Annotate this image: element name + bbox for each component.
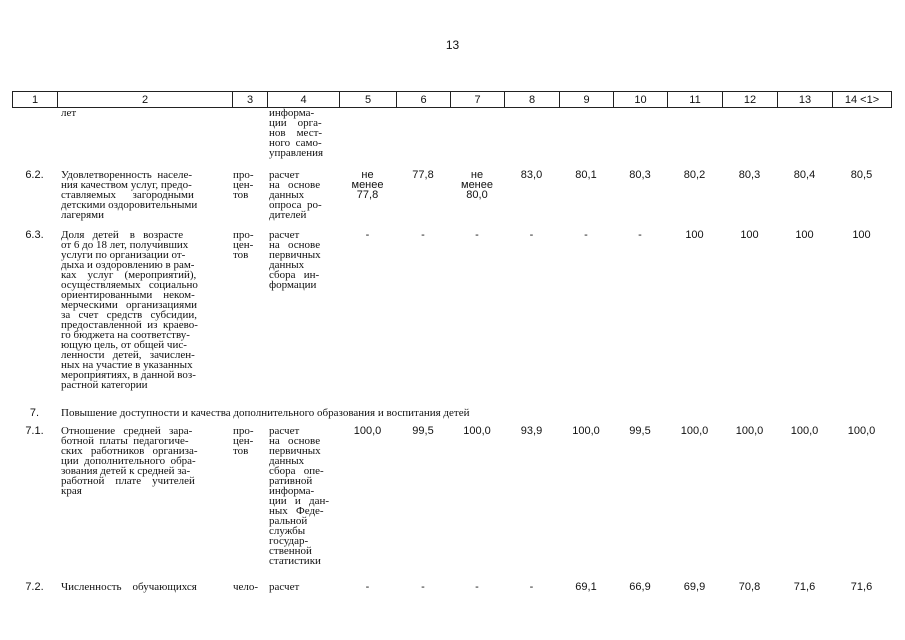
value-cell: 83,0 (520, 169, 543, 181)
header-cell: 1 (13, 92, 58, 108)
value-cell: 100,0 (572, 425, 600, 437)
continuation-method: информа- ции орга- нов мест- ного само- управления (269, 107, 324, 159)
value-cell: 69,9 (683, 581, 706, 593)
calc-method: расчет на основе первичных данных сбора ин- формации (269, 229, 321, 291)
section-number: 7. (29, 407, 40, 419)
value-cell: - (365, 581, 370, 593)
unit: про- цен- тов (233, 229, 254, 261)
calc-method: расчет на основе данных опроса ро- дителей (269, 169, 322, 221)
unit: про- цен- тов (233, 169, 254, 201)
header-cell: 2 (58, 92, 233, 108)
value-cell: 100 (852, 229, 871, 241)
value-cell: 80,3 (738, 169, 761, 181)
value-cell: не менее 80,0 (461, 169, 493, 201)
value-cell: 80,4 (793, 169, 816, 181)
header-cell: 3 (233, 92, 268, 108)
header-cell: 13 (778, 92, 833, 108)
header-cell: 9 (560, 92, 614, 108)
value-cell: 100,0 (735, 425, 764, 437)
table-header (12, 91, 892, 108)
value-cell: не менее 77,8 (351, 169, 384, 201)
indicator-name: Доля детей в возрасте от 6 до 18 лет, получивших услуги по организации от- дыха и оздоровлению в рам- ках услуг (мероприятий), осуществляемых социально ориентированными неком- мерческими организациями за счет средств субсидии, предоставленной из краево- го бюджета на соответству- ющую цель, от общей чис- ленности детей, зачислен- ных на участие в указанных мероприятиях, в данной воз- растной категории (61, 229, 198, 391)
row-number: 6.2. (25, 169, 44, 181)
indicator-name: Отношение средней зара- ботной платы педагогиче- ских работников организа- ции дополнительного обра- зования детей к средней за- работной плате учителей края (61, 425, 198, 497)
row-number: 7.1. (25, 425, 44, 437)
value-cell: 100,0 (790, 425, 819, 437)
row-number: 6.3. (25, 229, 44, 241)
value-cell: - (529, 229, 534, 241)
value-cell: 80,2 (683, 169, 706, 181)
header-row (13, 92, 892, 108)
value-cell: - (638, 229, 642, 241)
value-cell: 69,1 (575, 581, 597, 593)
value-cell: - (475, 581, 479, 593)
value-cell: 66,9 (629, 581, 651, 593)
value-cell: 71,6 (850, 581, 873, 593)
header-cell: 5 (340, 92, 397, 108)
value-cell: 80,1 (575, 169, 597, 181)
value-cell: 100,0 (847, 425, 876, 437)
unit: чело- (233, 581, 259, 593)
value-cell: - (475, 229, 479, 241)
value-cell: 99,5 (412, 425, 434, 437)
indicator-name: Численность обучающихся (61, 581, 197, 593)
header-cell: 4 (268, 92, 340, 108)
value-cell: - (421, 229, 425, 241)
header-cell: 6 (397, 92, 451, 108)
value-cell: 80,3 (629, 169, 651, 181)
unit: про- цен- тов (233, 425, 254, 457)
calc-method: расчет (269, 581, 300, 593)
continuation-name: лет (61, 107, 77, 119)
value-cell: 100 (685, 229, 704, 241)
value-cell: 77,8 (412, 169, 434, 181)
value-cell: - (421, 581, 425, 593)
value-cell: 80,5 (850, 169, 873, 181)
page-number: 13 (445, 38, 460, 52)
calc-method: расчет на основе первичных данных сбора опе- ративной информа- ции и дан- ных Феде- ральной службы государ- ственной статистики (269, 425, 330, 567)
value-cell: 100 (795, 229, 814, 241)
header-cell: 14 <1> (833, 92, 892, 108)
header-cell: 11 (668, 92, 723, 108)
row-number: 7.2. (25, 581, 44, 593)
value-cell: 99,5 (629, 425, 651, 437)
value-cell: 100 (740, 229, 759, 241)
value-cell: - (365, 229, 370, 241)
value-cell: 93,9 (520, 425, 543, 437)
indicator-name: Удовлетворенность населе- ния качеством услуг, предо- ставляемых загородными детскими оздоровительными лагерями (61, 169, 198, 221)
header-cell: 7 (451, 92, 505, 108)
value-cell: - (584, 229, 588, 241)
header-cell: 10 (614, 92, 668, 108)
value-cell: 100,0 (353, 425, 382, 437)
value-cell: 70,8 (738, 581, 761, 593)
value-cell: 100,0 (463, 425, 491, 437)
header-cell: 12 (723, 92, 778, 108)
value-cell: 71,6 (793, 581, 816, 593)
value-cell: 100,0 (680, 425, 709, 437)
value-cell: - (529, 581, 534, 593)
header-cell: 8 (505, 92, 560, 108)
section-title: Повышение доступности и качества дополнительного образования и воспитания детей (61, 407, 470, 419)
